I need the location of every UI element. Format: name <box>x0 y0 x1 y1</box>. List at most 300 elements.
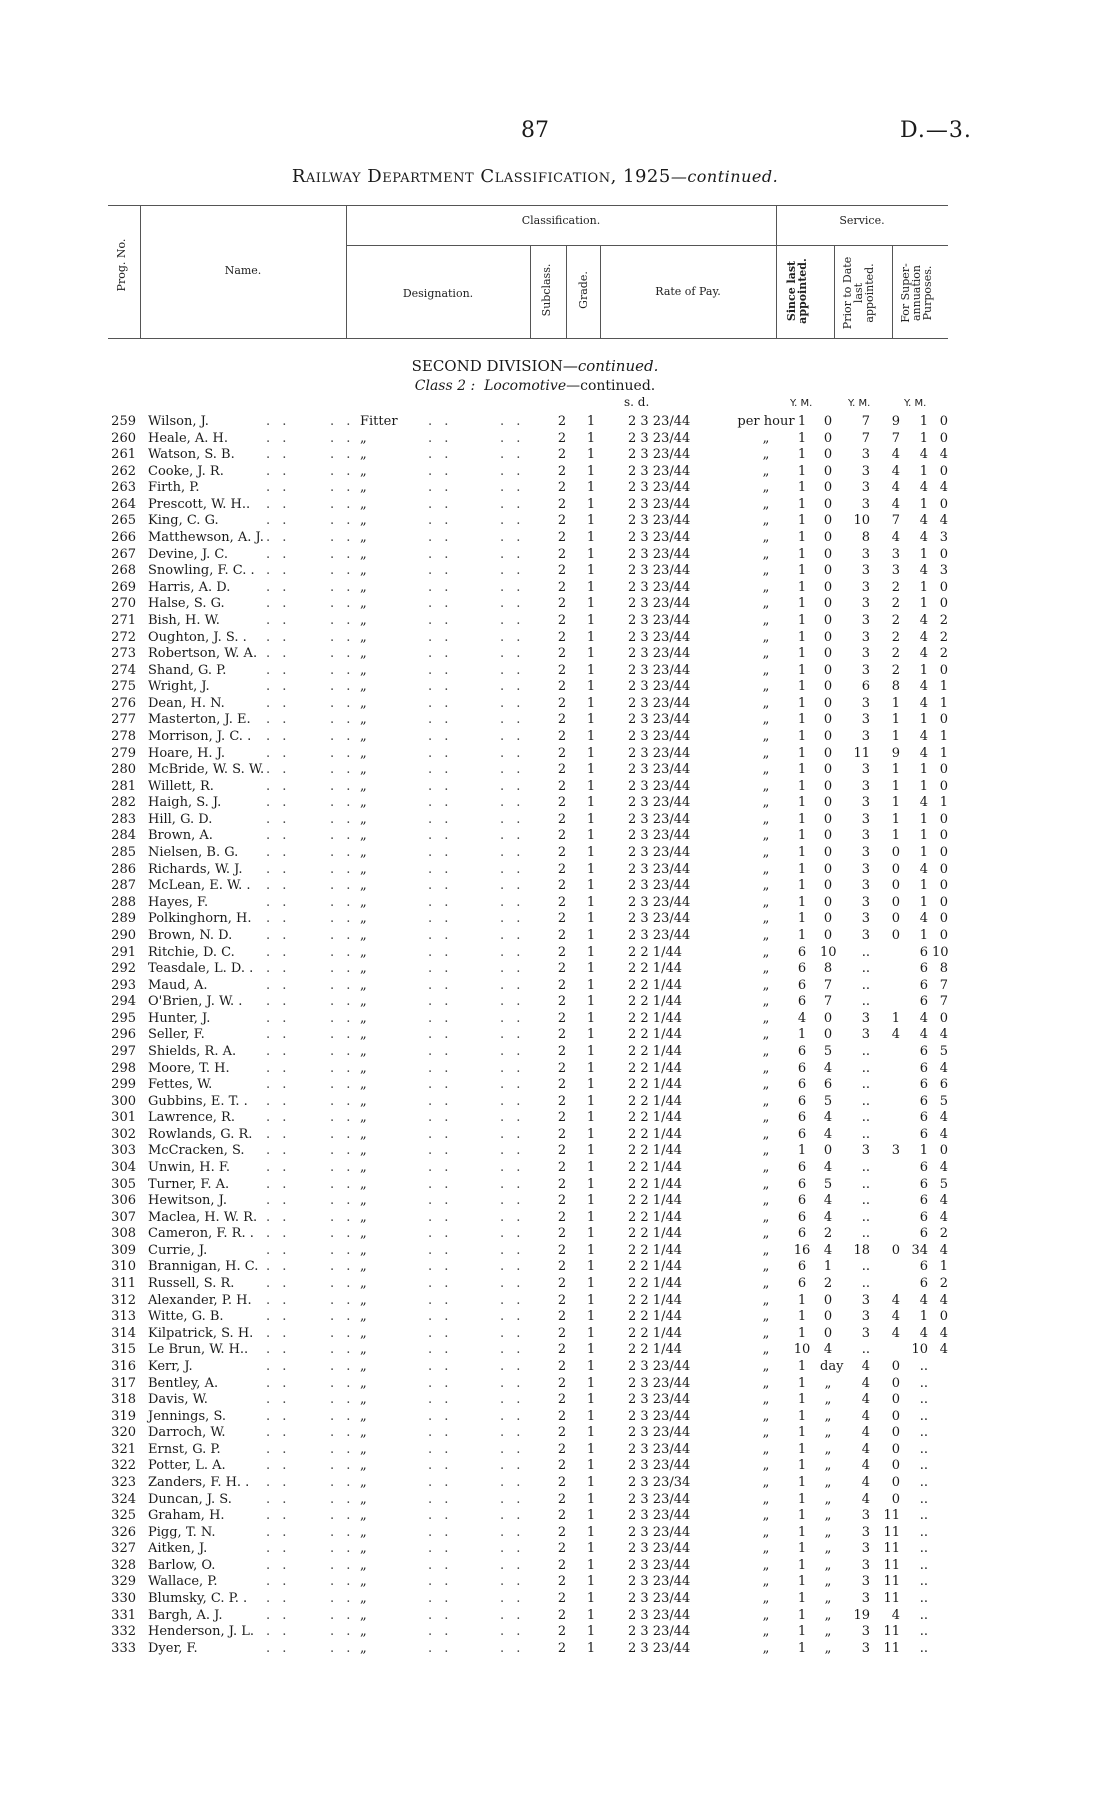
prior-years-cell: 3 <box>861 447 870 463</box>
prog-no-cell: 318 <box>111 1392 136 1408</box>
rate-unit-cell: „ <box>762 1110 770 1126</box>
table-row <box>0 1193 1114 1210</box>
since-last-years-cell: 1 <box>797 1408 807 1424</box>
grade-cell: 1 <box>586 728 596 744</box>
name-cell: Wright, J. <box>148 679 210 695</box>
super-years-cell: 1 <box>919 845 928 861</box>
rate-cell: 2 3 23/44 <box>628 778 691 794</box>
table-row <box>0 1110 1114 1127</box>
rate-cell: 2 3 23/44 <box>628 1508 691 1524</box>
prior-years-cell: 4 <box>861 1491 870 1507</box>
super-years-cell: 4 <box>919 795 928 811</box>
super-years-cell: .. <box>919 1392 928 1408</box>
rate-unit-cell: „ <box>762 1309 770 1325</box>
super-years-cell: 1 <box>919 546 928 562</box>
leader-dots: . . <box>500 596 525 612</box>
name-cell: Graham, H. <box>148 1508 225 1524</box>
leader-dots: . . <box>428 1226 453 1242</box>
table-row <box>0 1061 1114 1078</box>
super-years-cell: 4 <box>919 679 928 695</box>
grade-cell: 1 <box>586 1209 596 1225</box>
rate-cell: 2 3 23/44 <box>628 430 691 446</box>
grade-cell: 1 <box>586 911 596 927</box>
super-months-cell: 4 <box>939 480 948 496</box>
grade-cell: 1 <box>586 1242 596 1258</box>
leader-dots: . . <box>500 480 525 496</box>
table-row <box>0 1558 1114 1575</box>
designation-cell: „ <box>360 629 367 645</box>
super-years-cell: 4 <box>919 629 928 645</box>
leader-dots: . . <box>500 944 525 960</box>
since-last-months-cell: „ <box>824 1557 832 1573</box>
table-row <box>0 1359 1114 1376</box>
leader-dots: . . <box>428 596 453 612</box>
subclass-cell: 2 <box>557 646 567 662</box>
table-row <box>0 447 1114 464</box>
name-cell: Le Brun, W. H.. <box>148 1342 249 1358</box>
prog-no-cell: 274 <box>111 662 136 678</box>
since-last-months-cell: 0 <box>823 662 833 678</box>
leader-dots: . . <box>500 795 525 811</box>
prior-months-cell: 2 <box>891 596 900 612</box>
prior-months-cell: 11 <box>883 1541 900 1557</box>
designation-cell: „ <box>360 1325 367 1341</box>
prior-years-cell: 3 <box>861 1624 870 1640</box>
super-years-cell: 1 <box>919 878 928 894</box>
table-row <box>0 596 1114 613</box>
leader-dots: . . <box>330 546 355 562</box>
rate-cell: 2 3 23/44 <box>628 480 691 496</box>
prior-years-cell: 4 <box>861 1475 870 1490</box>
leader-dots: . . <box>266 728 291 744</box>
leader-dots: . . <box>428 646 453 662</box>
name-cell: Dyer, F. <box>148 1640 198 1656</box>
header-grade: Grade. <box>577 271 590 309</box>
designation-cell: „ <box>360 530 367 546</box>
super-years-cell: 4 <box>919 695 928 711</box>
designation-cell: „ <box>360 596 367 612</box>
since-last-months-cell: 4 <box>823 1342 833 1358</box>
rate-cell: 2 2 1/44 <box>628 1276 682 1292</box>
rate-cell: 2 3 23/44 <box>628 1557 691 1573</box>
name-cell: Potter, L. A. <box>148 1458 226 1474</box>
subclass-cell: 2 <box>557 596 567 612</box>
super-months-cell: 0 <box>939 463 948 479</box>
super-years-cell: 6 <box>919 1126 928 1142</box>
leader-dots: . . <box>500 1276 525 1292</box>
super-years-cell: 4 <box>919 480 928 496</box>
leader-dots: . . <box>500 1342 525 1358</box>
grade-cell: 1 <box>586 1408 596 1424</box>
leader-dots: . . <box>330 596 355 612</box>
designation-cell: „ <box>360 861 367 877</box>
grade-cell: 1 <box>586 480 596 496</box>
name-cell: Seller, F. <box>148 1027 205 1043</box>
super-months-cell: 0 <box>939 878 948 894</box>
super-months-cell: 2 <box>939 612 948 628</box>
leader-dots: . . <box>266 1093 291 1109</box>
leader-dots: . . <box>330 944 355 960</box>
leader-dots: . . <box>428 1425 453 1441</box>
prog-no-cell: 317 <box>111 1375 136 1391</box>
designation-cell: „ <box>360 480 367 496</box>
name-cell: Maud, A. <box>148 977 208 993</box>
leader-dots: . . <box>428 994 453 1010</box>
subclass-cell: 2 <box>557 994 567 1010</box>
prog-no-cell: 330 <box>111 1591 136 1607</box>
super-years-cell: 4 <box>919 612 928 628</box>
prior-months-cell: 4 <box>891 1607 900 1623</box>
super-months-cell: 4 <box>939 513 948 529</box>
leader-dots: . . <box>330 1242 355 1258</box>
header-classification: Classification. <box>521 214 601 227</box>
leader-dots: . . <box>428 1524 453 1540</box>
subclass-cell: 2 <box>557 1226 567 1242</box>
name-cell: Alexander, P. H. <box>148 1292 252 1308</box>
leader-dots: . . <box>266 845 291 861</box>
prior-years-cell: 3 <box>861 861 870 877</box>
since-last-months-cell: 0 <box>823 861 833 877</box>
super-months-cell: 7 <box>939 977 948 993</box>
grade-cell: 1 <box>586 1309 596 1325</box>
subclass-cell: 2 <box>557 1126 567 1142</box>
rate-unit-cell: „ <box>762 994 770 1010</box>
prior-years-cell: .. <box>861 1276 870 1292</box>
leader-dots: . . <box>330 961 355 977</box>
prog-no-cell: 260 <box>111 430 136 446</box>
designation-cell: „ <box>360 1209 367 1225</box>
since-last-years-cell: 1 <box>797 828 807 844</box>
grade-cell: 1 <box>586 1176 596 1192</box>
super-months-cell: 0 <box>939 894 948 910</box>
table-row <box>0 464 1114 481</box>
subclass-cell: 2 <box>557 546 567 562</box>
super-months-cell: 0 <box>939 546 948 562</box>
prior-months-cell: 11 <box>883 1557 900 1573</box>
since-last-years-cell: 6 <box>797 1160 807 1176</box>
designation-cell: „ <box>360 1640 367 1656</box>
super-years-cell: 1 <box>919 662 928 678</box>
table-row <box>0 630 1114 647</box>
rate-cell: 2 2 1/44 <box>628 1060 682 1076</box>
rate-cell: 2 3 23/44 <box>628 894 691 910</box>
super-years-cell: 6 <box>919 1043 928 1059</box>
leader-dots: . . <box>500 530 525 546</box>
subclass-cell: 2 <box>557 1524 567 1540</box>
super-years-cell: 1 <box>919 414 928 429</box>
prior-years-cell: 3 <box>861 695 870 711</box>
since-last-months-cell: 0 <box>823 927 833 943</box>
table-row <box>0 1293 1114 1310</box>
rate-unit-cell: „ <box>762 745 770 761</box>
leader-dots: . . <box>500 513 525 529</box>
prior-years-cell: .. <box>861 961 870 977</box>
leader-dots: . . <box>330 646 355 662</box>
since-last-years-cell: 6 <box>797 1126 807 1142</box>
prog-no-cell: 272 <box>111 629 136 645</box>
leader-dots: . . <box>428 878 453 894</box>
leader-dots: . . <box>266 828 291 844</box>
subclass-cell: 2 <box>557 1209 567 1225</box>
leader-dots: . . <box>500 1640 525 1656</box>
grade-cell: 1 <box>586 1143 596 1159</box>
table-row <box>0 828 1114 845</box>
since-last-months-cell: „ <box>824 1392 832 1408</box>
rate-cell: 2 2 1/44 <box>628 1325 682 1341</box>
subclass-cell: 2 <box>557 1624 567 1640</box>
subclass-cell: 2 <box>557 414 567 429</box>
table-row <box>0 480 1114 497</box>
subclass-cell: 2 <box>557 463 567 479</box>
subclass-cell: 2 <box>557 563 567 579</box>
prog-no-cell: 325 <box>111 1508 136 1524</box>
since-last-years-cell: 1 <box>797 795 807 811</box>
since-last-months-cell: 5 <box>823 1176 833 1192</box>
since-last-years-cell: 1 <box>797 1624 807 1640</box>
leader-dots: . . <box>266 646 291 662</box>
leader-dots: . . <box>266 961 291 977</box>
prior-years-cell: .. <box>861 1126 870 1142</box>
prog-no-cell: 261 <box>111 447 136 463</box>
table-row <box>0 646 1114 663</box>
leader-dots: . . <box>330 977 355 993</box>
name-cell: Masterton, J. E. <box>148 712 251 728</box>
rate-unit-cell: „ <box>762 430 770 446</box>
since-last-years-cell: 6 <box>797 1209 807 1225</box>
subclass-cell: 2 <box>557 530 567 546</box>
prior-months-cell: 0 <box>891 894 900 910</box>
leader-dots: . . <box>266 1392 291 1408</box>
prog-no-cell: 287 <box>111 878 136 894</box>
prog-no-cell: 298 <box>111 1060 136 1076</box>
leader-dots: . . <box>330 1358 355 1374</box>
leader-dots: . . <box>330 1110 355 1126</box>
prog-no-cell: 295 <box>111 1010 136 1026</box>
prog-no-cell: 301 <box>111 1110 136 1126</box>
subclass-cell: 2 <box>557 480 567 496</box>
rate-unit-cell: „ <box>762 1276 770 1292</box>
grade-cell: 1 <box>586 778 596 794</box>
since-last-years-cell: 1 <box>797 1541 807 1557</box>
rate-cell: 2 3 23/44 <box>628 878 691 894</box>
rate-cell: 2 3 23/44 <box>628 612 691 628</box>
super-years-cell: 6 <box>919 994 928 1010</box>
table-row <box>0 1591 1114 1608</box>
leader-dots: . . <box>266 977 291 993</box>
rate-cell: 2 2 1/44 <box>628 1193 682 1209</box>
prior-months-cell: 0 <box>891 1458 900 1474</box>
leader-dots: . . <box>330 1209 355 1225</box>
prior-years-cell: 3 <box>861 712 870 728</box>
subclass-cell: 2 <box>557 629 567 645</box>
class-label: Class 2 : <box>414 378 476 394</box>
leader-dots: . . <box>428 1458 453 1474</box>
prior-months-cell: 3 <box>891 563 900 579</box>
leader-dots: . . <box>500 1027 525 1043</box>
table-row <box>0 1276 1114 1293</box>
leader-dots: . . <box>330 745 355 761</box>
leader-dots: . . <box>428 679 453 695</box>
leader-dots: . . <box>500 1375 525 1391</box>
prog-no-cell: 306 <box>111 1193 136 1209</box>
prior-months-cell: 1 <box>891 795 900 811</box>
name-cell: Oughton, J. S. . <box>148 629 247 645</box>
rate-cell: 2 3 23/44 <box>628 1591 691 1607</box>
leader-dots: . . <box>428 728 453 744</box>
grade-cell: 1 <box>586 646 596 662</box>
subclass-cell: 2 <box>557 1060 567 1076</box>
super-years-cell: 6 <box>919 1093 928 1109</box>
since-last-years-cell: 1 <box>797 463 807 479</box>
since-last-months-cell: 0 <box>823 513 833 529</box>
prog-no-cell: 292 <box>111 961 136 977</box>
prior-months-cell: 7 <box>891 513 900 529</box>
rate-unit-cell: „ <box>762 1176 770 1192</box>
since-last-years-cell: 1 <box>797 1458 807 1474</box>
grade-cell: 1 <box>586 762 596 778</box>
prog-no-cell: 294 <box>111 994 136 1010</box>
leader-dots: . . <box>500 1093 525 1109</box>
rate-cell: 2 2 1/44 <box>628 1259 682 1275</box>
designation-cell: „ <box>360 1441 367 1457</box>
super-months-cell: 4 <box>939 1193 948 1209</box>
since-last-years-cell: 1 <box>797 679 807 695</box>
leader-dots: . . <box>266 430 291 446</box>
since-last-months-cell: 0 <box>823 778 833 794</box>
super-years-cell: 6 <box>919 1160 928 1176</box>
name-cell: Moore, T. H. <box>148 1060 230 1076</box>
subclass-cell: 2 <box>557 795 567 811</box>
leader-dots: . . <box>330 894 355 910</box>
super-years-cell: 1 <box>919 596 928 612</box>
since-last-years-cell: 1 <box>797 1640 807 1656</box>
leader-dots: . . <box>428 861 453 877</box>
super-years-cell: 6 <box>919 1110 928 1126</box>
since-last-years-cell: 1 <box>797 612 807 628</box>
leader-dots: . . <box>330 629 355 645</box>
super-months-cell: 4 <box>939 1126 948 1142</box>
super-months-cell: 2 <box>939 1276 948 1292</box>
table-row <box>0 497 1114 514</box>
super-years-cell: .. <box>919 1441 928 1457</box>
rate-cell: 2 3 23/44 <box>628 1624 691 1640</box>
designation-cell: „ <box>360 1126 367 1142</box>
leader-dots: . . <box>500 1043 525 1059</box>
name-cell: Wallace, P. <box>148 1574 218 1590</box>
super-years-cell: 4 <box>919 1027 928 1043</box>
table-row <box>0 1641 1114 1658</box>
prior-months-cell: 3 <box>891 1143 900 1159</box>
name-cell: Kilpatrick, S. H. <box>148 1325 254 1341</box>
since-last-months-cell: 0 <box>823 1292 833 1308</box>
since-last-years-cell: 1 <box>797 1325 807 1341</box>
prior-months-cell: 0 <box>891 1358 900 1374</box>
super-months-cell: 0 <box>939 430 948 446</box>
designation-cell: „ <box>360 828 367 844</box>
designation-cell: „ <box>360 1458 367 1474</box>
grade-cell: 1 <box>586 961 596 977</box>
super-months-cell: 4 <box>939 447 948 463</box>
since-last-years-cell: 1 <box>797 480 807 496</box>
prior-years-cell: 4 <box>861 1458 870 1474</box>
grade-cell: 1 <box>586 1077 596 1093</box>
leader-dots: . . <box>500 911 525 927</box>
grade-cell: 1 <box>586 1110 596 1126</box>
rate-unit-cell: „ <box>762 1557 770 1573</box>
table-row <box>0 945 1114 962</box>
since-last-months-cell: 4 <box>823 1126 833 1142</box>
designation-cell: „ <box>360 463 367 479</box>
leader-dots: . . <box>500 1491 525 1507</box>
prior-years-cell: 3 <box>861 811 870 827</box>
table-row <box>0 779 1114 796</box>
prior-months-cell: 9 <box>891 414 900 429</box>
prior-years-cell: 3 <box>861 480 870 496</box>
prior-years-cell: .. <box>861 1060 870 1076</box>
rate-cell: 2 3 23/44 <box>628 1392 691 1408</box>
leader-dots: . . <box>266 1491 291 1507</box>
since-last-months-cell: 5 <box>823 1043 833 1059</box>
leader-dots: . . <box>330 1574 355 1590</box>
since-last-years-cell: 1 <box>797 1475 807 1490</box>
leader-dots: . . <box>500 1160 525 1176</box>
leader-dots: . . <box>428 612 453 628</box>
leader-dots: . . <box>330 463 355 479</box>
leader-dots: . . <box>428 762 453 778</box>
table-row <box>0 1177 1114 1194</box>
super-months-cell: 7 <box>939 994 948 1010</box>
super-years-cell: .. <box>919 1458 928 1474</box>
subclass-cell: 2 <box>557 878 567 894</box>
prior-years-cell: .. <box>861 1093 870 1109</box>
super-years-cell: .. <box>919 1607 928 1623</box>
leader-dots: . . <box>428 480 453 496</box>
table-row <box>0 1442 1114 1459</box>
prior-months-cell: 0 <box>891 1425 900 1441</box>
prior-years-cell: 3 <box>861 878 870 894</box>
leader-dots: . . <box>330 1392 355 1408</box>
since-last-months-cell: 0 <box>823 612 833 628</box>
prior-years-cell: 3 <box>861 1557 870 1573</box>
name-cell: Lawrence, R. <box>148 1110 235 1126</box>
prog-no-cell: 276 <box>111 695 136 711</box>
rate-cell: 2 3 23/44 <box>628 745 691 761</box>
since-last-months-cell: 4 <box>823 1060 833 1076</box>
prog-no-cell: 290 <box>111 927 136 943</box>
rate-cell: 2 3 23/44 <box>628 1491 691 1507</box>
name-cell: McLean, E. W. . <box>148 878 251 894</box>
leader-dots: . . <box>330 530 355 546</box>
rate-unit-cell: „ <box>762 513 770 529</box>
grade-cell: 1 <box>586 1624 596 1640</box>
header-divider-subclass <box>530 245 531 338</box>
leader-dots: . . <box>330 1027 355 1043</box>
grade-cell: 1 <box>586 1458 596 1474</box>
super-years-cell: 4 <box>919 911 928 927</box>
name-cell: Richards, W. J. <box>148 861 243 877</box>
prog-no-cell: 322 <box>111 1458 136 1474</box>
subclass-cell: 2 <box>557 679 567 695</box>
leader-dots: . . <box>500 695 525 711</box>
rate-cell: 2 3 23/44 <box>628 728 691 744</box>
subclass-cell: 2 <box>557 695 567 711</box>
prior-months-cell: 4 <box>891 496 900 512</box>
rate-unit-cell: „ <box>762 1160 770 1176</box>
table-row <box>0 530 1114 547</box>
leader-dots: . . <box>266 927 291 943</box>
leader-dots: . . <box>330 1475 355 1490</box>
leader-dots: . . <box>500 1425 525 1441</box>
